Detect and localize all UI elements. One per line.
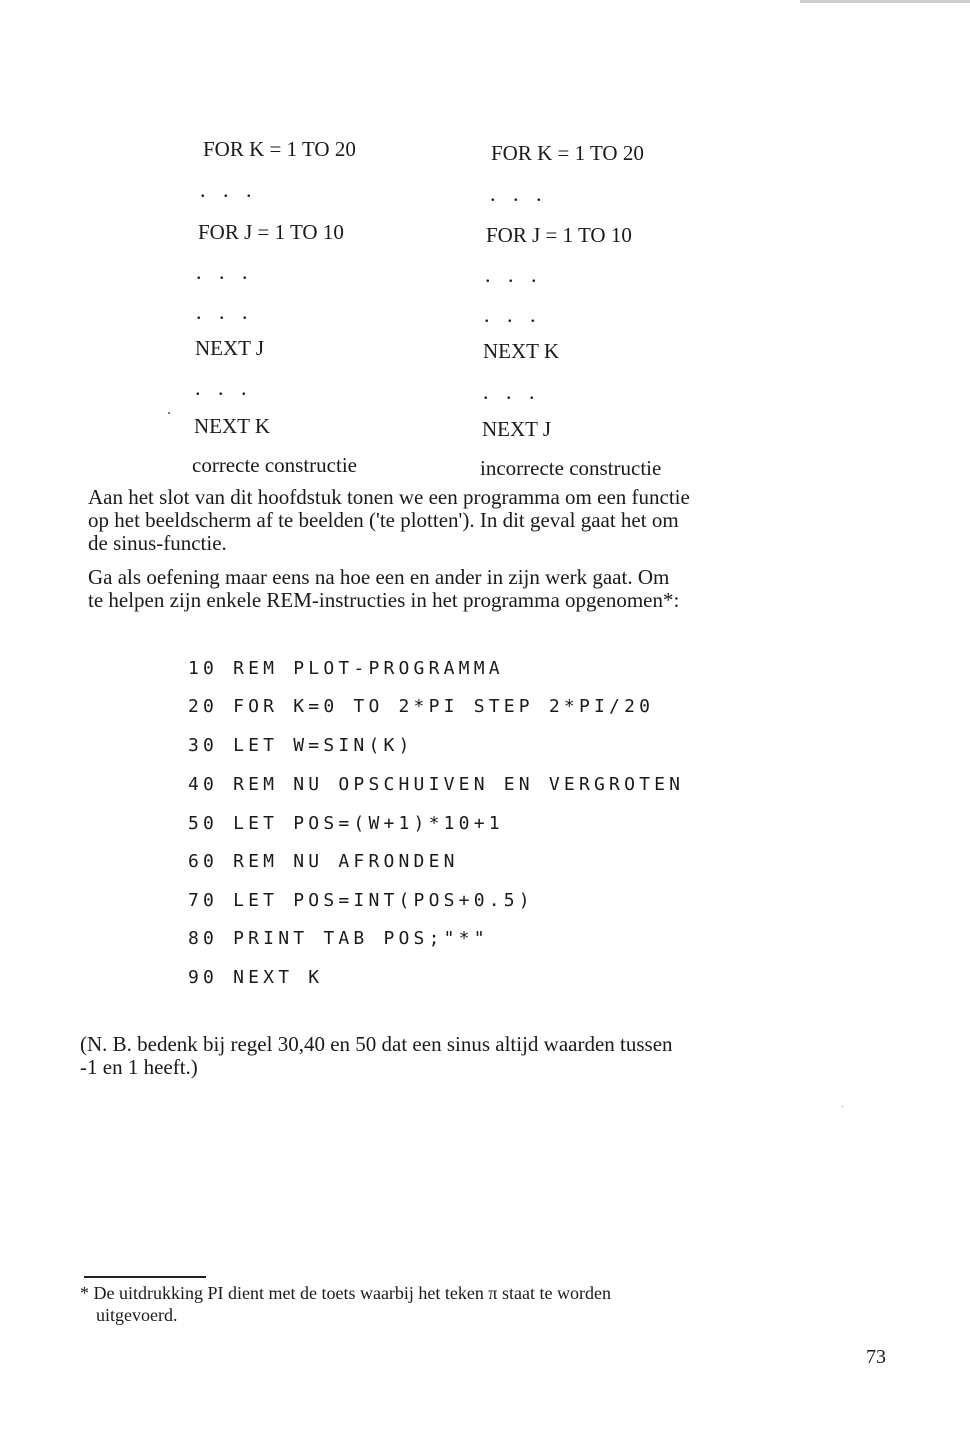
right-line-7: . . .	[483, 379, 541, 404]
scan-speck	[168, 412, 170, 414]
right-line-2: . . .	[490, 181, 548, 206]
left-line-8: NEXT K	[194, 414, 271, 438]
exercise-line-1: Ga als oefening maar eens na hoe een en ander in zijn werk gaat. Om	[88, 565, 670, 589]
program-line-40: 40 REM NU OPSCHUIVEN EN VERGROTEN	[188, 774, 685, 795]
intro-line-2: op het beeldscherm af te beelden ('te plotten'). In dit geval gaat het om	[88, 508, 679, 532]
right-line-8: NEXT J	[482, 417, 552, 441]
left-line-6: NEXT J	[195, 336, 265, 360]
right-line-3: FOR J = 1 TO 10	[486, 223, 632, 247]
intro-line-3: de sinus-functie.	[88, 531, 227, 555]
scan-speck	[842, 1106, 843, 1107]
footnote-rule	[84, 1276, 206, 1278]
note-paragraph	[80, 1033, 900, 1079]
program-line-10: 10 REM PLOT-PROGRAMMA	[188, 658, 504, 679]
left-caption: correcte constructie	[192, 453, 357, 477]
program-line-80: 80 PRINT TAB POS;"*"	[188, 928, 489, 949]
intro-paragraph	[88, 486, 903, 555]
right-caption: incorrecte constructie	[480, 456, 662, 480]
right-line-5: . . .	[484, 302, 542, 327]
program-line-60: 60 REM NU AFRONDEN	[188, 851, 459, 872]
program-line-70: 70 LET POS=INT(POS+0.5)	[188, 890, 534, 911]
footnote	[80, 1282, 611, 1326]
page-number: 73	[866, 1346, 886, 1368]
footnote-line-1: * De uitdrukking PI dient met de toets waarbij het teken π staat te worden	[80, 1283, 611, 1303]
exercise-paragraph	[88, 566, 903, 612]
right-line-4: . . .	[485, 262, 543, 287]
exercise-line-2: te helpen zijn enkele REM-instructies in het programma opgenomen*:	[88, 588, 680, 612]
intro-line-1: Aan het slot van dit hoofdstuk tonen we een programma om een functie	[88, 485, 690, 509]
left-line-5: . . .	[196, 299, 254, 324]
program-line-90: 90 NEXT K	[188, 967, 324, 988]
left-line-3: FOR J = 1 TO 10	[198, 220, 344, 244]
note-line-1: (N. B. bedenk bij regel 30,40 en 50 dat een sinus altijd waarden tussen	[80, 1032, 673, 1056]
program-line-50: 50 LET POS=(W+1)*10+1	[188, 813, 504, 834]
left-line-7: . . .	[195, 375, 253, 400]
note-line-2: -1 en 1 heeft.)	[80, 1055, 198, 1079]
right-line-6: NEXT K	[483, 339, 560, 363]
scan-edge-line	[800, 0, 970, 3]
right-line-1: FOR K = 1 TO 20	[491, 141, 644, 165]
program-line-20: 20 FOR K=0 TO 2*PI STEP 2*PI/20	[188, 696, 655, 717]
left-line-4: . . .	[196, 259, 254, 284]
program-line-30: 30 LET W=SIN(K)	[188, 735, 414, 756]
left-line-2: . . .	[200, 177, 258, 202]
footnote-line-2: uitgevoerd.	[96, 1305, 178, 1325]
left-line-1: FOR K = 1 TO 20	[203, 137, 356, 161]
